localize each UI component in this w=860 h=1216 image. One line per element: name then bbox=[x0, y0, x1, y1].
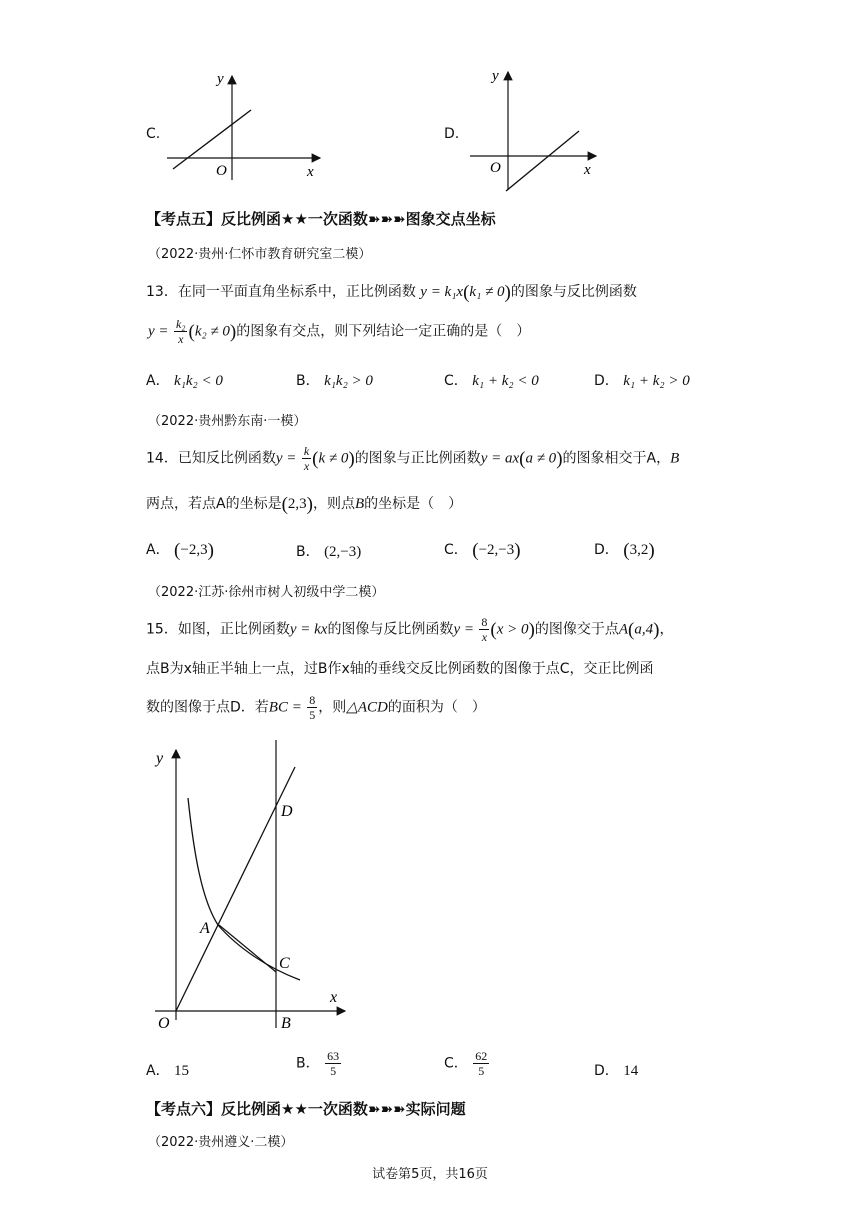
graph-option-d bbox=[468, 64, 606, 194]
q15-fraction: $\frac{8}{x}$ bbox=[481, 615, 488, 644]
q15-option-d[interactable]: D． 14 bbox=[594, 1063, 639, 1079]
q13-source: （2022·贵州·仁怀市教育研究室二模） bbox=[148, 247, 372, 262]
q15-line1: 15．如图，正比例函数y = kx的图像与反比例函数y = $\frac{8}{x}$ (x > 0)的图像交于点A(a,4)， bbox=[146, 615, 674, 644]
q15-point-b-label: B bbox=[281, 1015, 291, 1030]
section-6-source: （2022·贵州遵义·二模） bbox=[148, 1135, 294, 1150]
graph-option-c bbox=[165, 68, 330, 186]
q15-bc-fraction: $\frac{8}{5}$ bbox=[309, 693, 316, 722]
q15-point-c-label: C bbox=[279, 955, 290, 972]
q15-line3: 数的图像于点D．若BC = $\frac{8}{5}$ ，则△ACD的面积为（ ） bbox=[146, 693, 486, 722]
q13-number: 13． bbox=[146, 284, 178, 300]
q13-expr1: y = k₁x bbox=[420, 284, 464, 300]
q15-option-a[interactable]: A． 15 bbox=[146, 1063, 190, 1079]
q15-origin-label: O bbox=[158, 1015, 170, 1030]
q14-option-a[interactable]: A． (−2,3) bbox=[146, 540, 214, 561]
page-footer: 试卷第5页，共16页 bbox=[372, 1167, 488, 1182]
q15-number: 15． bbox=[146, 621, 178, 638]
q14-fraction: $\frac{k}{x}$ bbox=[303, 444, 310, 473]
segment-ac bbox=[219, 925, 276, 972]
q15-point-a-label: A bbox=[200, 920, 210, 937]
q14-line2: 两点，若点A的坐标是(2,3)，则点B的坐标是（ ） bbox=[146, 494, 463, 515]
q15-point-d-label: D bbox=[281, 803, 293, 820]
origin-label: O bbox=[216, 163, 227, 179]
proportional-function-line bbox=[176, 767, 295, 1011]
option-d-label: D. bbox=[444, 126, 460, 142]
x-axis-label: x bbox=[307, 164, 314, 180]
q15-figure bbox=[150, 740, 360, 1030]
q15-source: （2022·江苏·徐州市树人初级中学二模） bbox=[148, 585, 385, 600]
option-c-label: C. bbox=[146, 126, 161, 142]
q14-option-d[interactable]: D． (3,2) bbox=[594, 540, 655, 561]
x-axis-label: x bbox=[584, 162, 591, 178]
section-5-heading: 【考点五】反比例函★★一次函数➽➽➽图象交点坐标 bbox=[146, 210, 496, 228]
q13-option-d[interactable]: D． k₁ + k₂ > 0 bbox=[594, 373, 690, 389]
q14-line1: 14．已知反比例函数y = $\frac{k}{x}$ (k ≠ 0)的图象与正比例函数y = ax(a ≠ 0)的图象相交于A，B bbox=[146, 444, 680, 473]
q15-option-c[interactable]: C． $\frac{62}{5}$ bbox=[444, 1049, 488, 1078]
y-axis-label: y bbox=[492, 68, 499, 84]
q15-line2: 点B为x轴正半轴上一点，过B作x轴的垂线交反比例函数的图像于点C，交正比例函 bbox=[146, 661, 654, 677]
function-line bbox=[506, 131, 579, 191]
origin-label: O bbox=[490, 160, 501, 176]
function-line bbox=[173, 110, 251, 169]
q13-fraction: $\frac{\text{k₂}}{x}$ bbox=[175, 317, 186, 346]
q14-option-c[interactable]: C． (−2,−3) bbox=[444, 540, 521, 561]
q13-line2: y = $\frac{\text{k₂}}{x}$ (k₂ ≠ 0)的图象有交点，则下列结论一定正确的是（ ） bbox=[148, 317, 531, 346]
q14-option-b[interactable]: B． (2,−3) bbox=[296, 544, 362, 560]
y-axis-label: y bbox=[217, 71, 224, 87]
q15-x-label: x bbox=[330, 989, 338, 1006]
q14-number: 14． bbox=[146, 450, 178, 467]
q15-y-label: y bbox=[156, 750, 164, 767]
q13-option-c[interactable]: C． k₁ + k₂ < 0 bbox=[444, 373, 539, 389]
q13-option-b[interactable]: B． k₁k₂ > 0 bbox=[296, 373, 373, 389]
q15-option-b[interactable]: B． $\frac{63}{5}$ bbox=[296, 1049, 340, 1078]
q13-line1: 13．在同一平面直角坐标系中，正比例函数 y = k₁x(k₁ ≠ 0)的图象与反比例函数 bbox=[146, 282, 637, 303]
q13-option-a[interactable]: A． k₁k₂ < 0 bbox=[146, 373, 223, 389]
q14-source: （2022·贵州黔东南·一模） bbox=[148, 414, 307, 429]
section-6-heading: 【考点六】反比例函★★一次函数➽➽➽实际问题 bbox=[146, 1100, 466, 1118]
